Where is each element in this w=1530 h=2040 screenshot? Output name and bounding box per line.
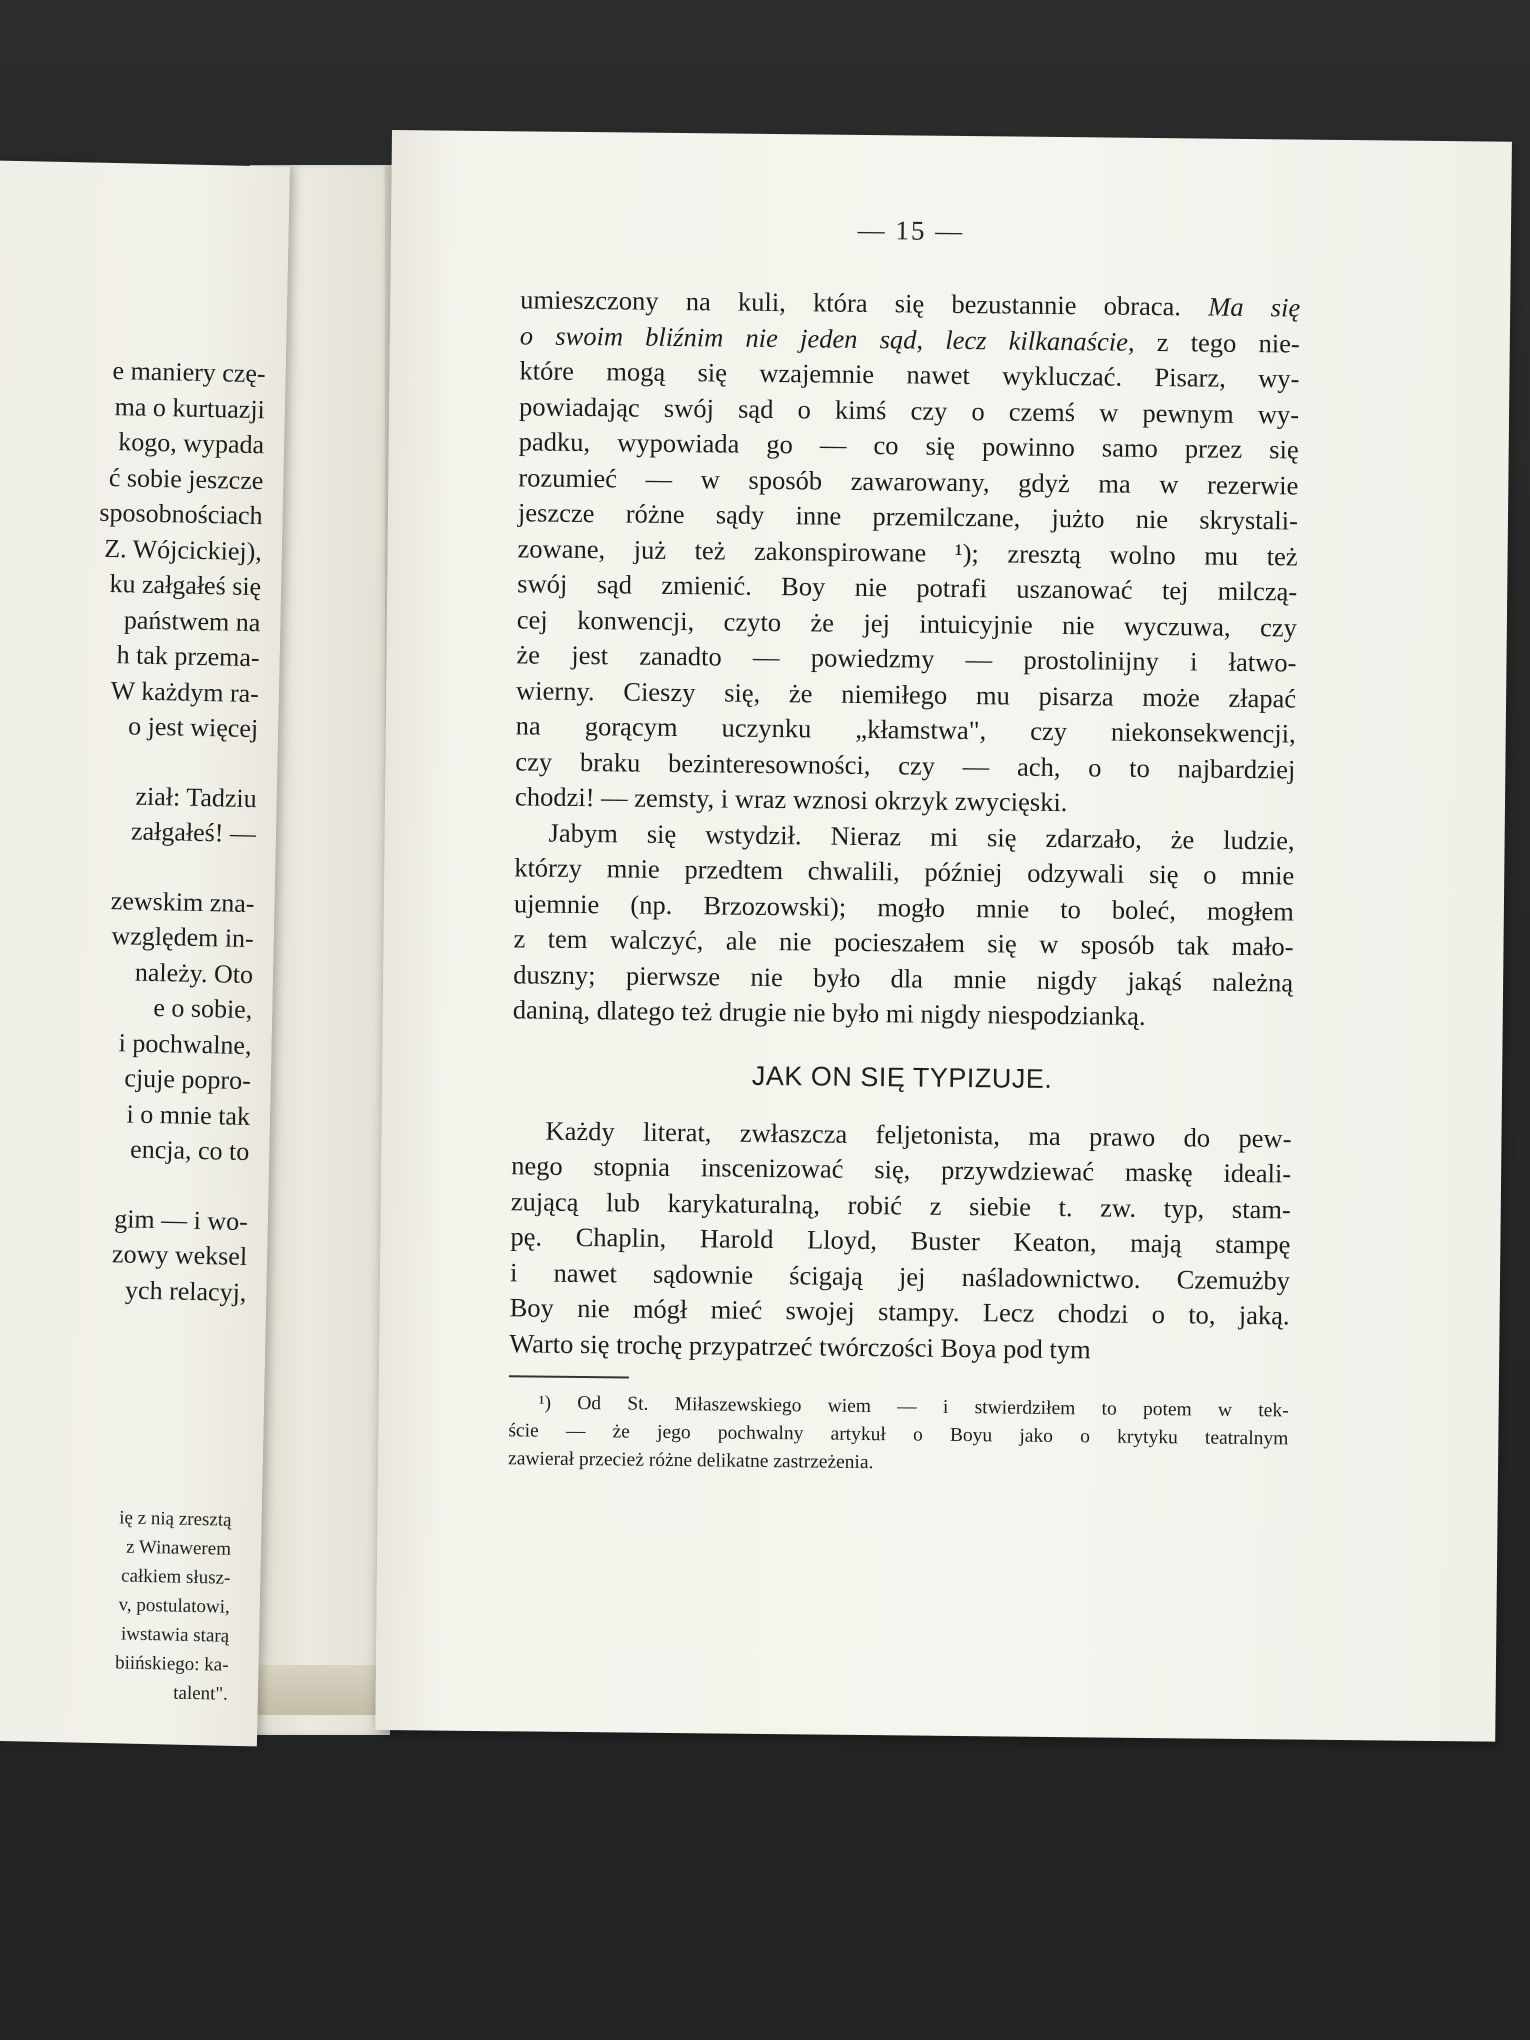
text-line: całkiem słusz- <box>120 1565 231 1589</box>
text-line: którzy mnie przedtem chwalili, później odzywali się o mnie <box>514 852 1295 891</box>
text-line: należy. Oto <box>134 957 254 989</box>
text-line: pę. Chaplin, Harold Lloyd, Buster Keaton, mają stampę <box>510 1221 1291 1260</box>
footnote <box>508 1389 1289 1481</box>
text-line: ku załgałeś się <box>109 569 262 602</box>
text-line: encja, co to <box>129 1134 250 1167</box>
text-line: h tak przema- <box>116 640 260 673</box>
text-line: i pochwalne, <box>118 1027 252 1060</box>
text-line: nego stopnia inscenizować się, przywdziewać maskę ideali- <box>511 1150 1292 1189</box>
text-segment: cej konwencji, czyto że jej intuicyjnie nie wyczuwa, czy <box>516 603 1298 643</box>
text-line: Z. Wójcickiej), <box>103 533 263 566</box>
text-line: załgałeś! — <box>130 816 257 849</box>
paragraph-1 <box>515 282 1301 823</box>
text-line: Boy nie mógł mieć swojej stampy. Lecz chodzi o to, jaką. <box>509 1292 1290 1331</box>
text-segment: zowane, już też zakonspirowane ¹); zresztą wolno mu też <box>517 532 1298 572</box>
text-line: ć sobie jeszcze <box>108 462 264 495</box>
left-page-footnotes <box>0 1500 232 1709</box>
right-page <box>375 130 1512 1742</box>
paragraph-gap <box>0 846 256 886</box>
text-line: gim — i wo- <box>113 1203 249 1236</box>
paragraph-gap <box>0 741 258 781</box>
text-segment: czy braku bezinteresowności, czy — ach, o to najbardziej <box>515 745 1296 784</box>
text-line: Każdy literat, zwłaszcza feljetonista, ma prawo do pew- <box>545 1115 1292 1153</box>
left-page-text <box>0 350 266 1310</box>
text-segment: Ma się <box>1208 291 1301 323</box>
text-line: duszny; pierwsze nie było dla mnie nigdy jakąś należną <box>513 958 1294 997</box>
text-line: ział: Tadziu <box>135 781 258 813</box>
text-line: z tem walczyć, ale nie pocieszałem się w sposób tak mało- <box>513 923 1294 962</box>
text-line: W każdym ra- <box>110 675 260 708</box>
paragraph-2 <box>513 815 1295 1036</box>
text-line: biińskiego: ka- <box>114 1652 229 1676</box>
paragraph-gap <box>0 1163 249 1203</box>
text-line: cjuje popro- <box>124 1063 252 1096</box>
text-line: talent". <box>172 1682 229 1705</box>
text-line: Jabym się wstydził. Nieraz mi się zdarzało, że ludzie, <box>548 817 1295 855</box>
text-segment: swój sąd zmienić. Boy nie potrafi uszanować tej milczą- <box>517 568 1298 607</box>
text-line: o jest więcej <box>127 711 259 744</box>
text-line: względem in- <box>111 921 255 954</box>
text-line: ma o kurtuazji <box>114 391 266 424</box>
footnote-line: ¹) Od St. Miłaszewskiego wiem — i stwierdziłem to potem w tek- <box>538 1392 1289 1421</box>
footnote-line: zawierał przecież różne delikatne zastrzeżenia. <box>507 1447 874 1473</box>
text-line: zowy weksel <box>111 1239 248 1272</box>
text-line: kogo, wypada <box>117 427 265 460</box>
text-segment: które mogą się wzajemnie nawet wykluczać. Pisarz, wy- <box>519 355 1300 394</box>
text-line: e maniery czę- <box>112 356 266 389</box>
page-number: — 15 — <box>857 214 965 246</box>
text-line: e o sobie, <box>153 993 253 1025</box>
section-heading: JAK ON SIĘ TYPIZUJE. <box>751 1060 1053 1094</box>
text-line: iwstawia starą <box>120 1623 230 1647</box>
footnote-rule <box>509 1375 629 1378</box>
left-page <box>0 160 290 1746</box>
text-segment: że jest zanadto — powiedzmy — prostolinijny i łatwo- <box>516 639 1297 678</box>
text-segment: na gorącym uczynku „kłamstwa", czy niekonsekwencji, <box>515 710 1296 749</box>
text-line: ych relacyj, <box>124 1274 247 1307</box>
text-segment: powiadając swój sąd o kimś czy o czemś w pewnym wy- <box>518 390 1300 430</box>
text-segment: rozumieć — w sposób zawarowany, gdyż ma w rezerwie <box>518 461 1299 501</box>
text-line: ujemnie (np. Brzozowski); mogło mnie to boleć, mogłem <box>513 887 1295 926</box>
text-line: państwem na <box>123 604 261 637</box>
text-segment: padku, wypowiada go — co się powinno samo przez się <box>518 426 1299 465</box>
text-line: zującą lub karykaturalną, robić z siebie t. zw. typ, stam- <box>510 1185 1291 1224</box>
text-line: daniną, dlatego też drugie nie było mi nigdy niespodzianką. <box>512 994 1146 1031</box>
text-segment: umieszczony na kuli, która się bezustannie obraca. <box>520 284 1209 322</box>
paragraph-3 <box>509 1113 1292 1370</box>
text-segment: o swoim bliźnim nie jeden sąd, lecz kilkanaście, <box>519 319 1135 357</box>
text-line: ię z nią zresztą <box>119 1507 232 1531</box>
text-line: i nawet sądownie ścigają jej naśladownictwo. Czemużby <box>509 1256 1291 1295</box>
text-line: sposobnościach <box>99 497 263 531</box>
text-segment: chodzi! — zemsty, i wraz wznosi okrzyk zwycięski. <box>514 781 1068 818</box>
text-line: Warto się trochę przypatrzeć twórczości Boya pod tym <box>509 1327 1091 1364</box>
text-line: zewskim zna- <box>110 885 255 918</box>
text-segment: jeszcze różne sądy inne przemilczane, jużto nie skrystali- <box>517 497 1299 536</box>
text-line: v, postulatowi, <box>118 1594 230 1618</box>
text-segment: wierny. Cieszy się, że niemiłego mu pisarza może złapać <box>515 674 1297 713</box>
text-segment: z tego nie- <box>1134 326 1300 359</box>
footnote-line: ście — że jego pochwalny artykuł o Boyu jako o krytyku teatralnym <box>508 1419 1289 1449</box>
text-line: i o mnie tak <box>126 1098 251 1131</box>
text-line: z Winawerem <box>125 1536 232 1560</box>
